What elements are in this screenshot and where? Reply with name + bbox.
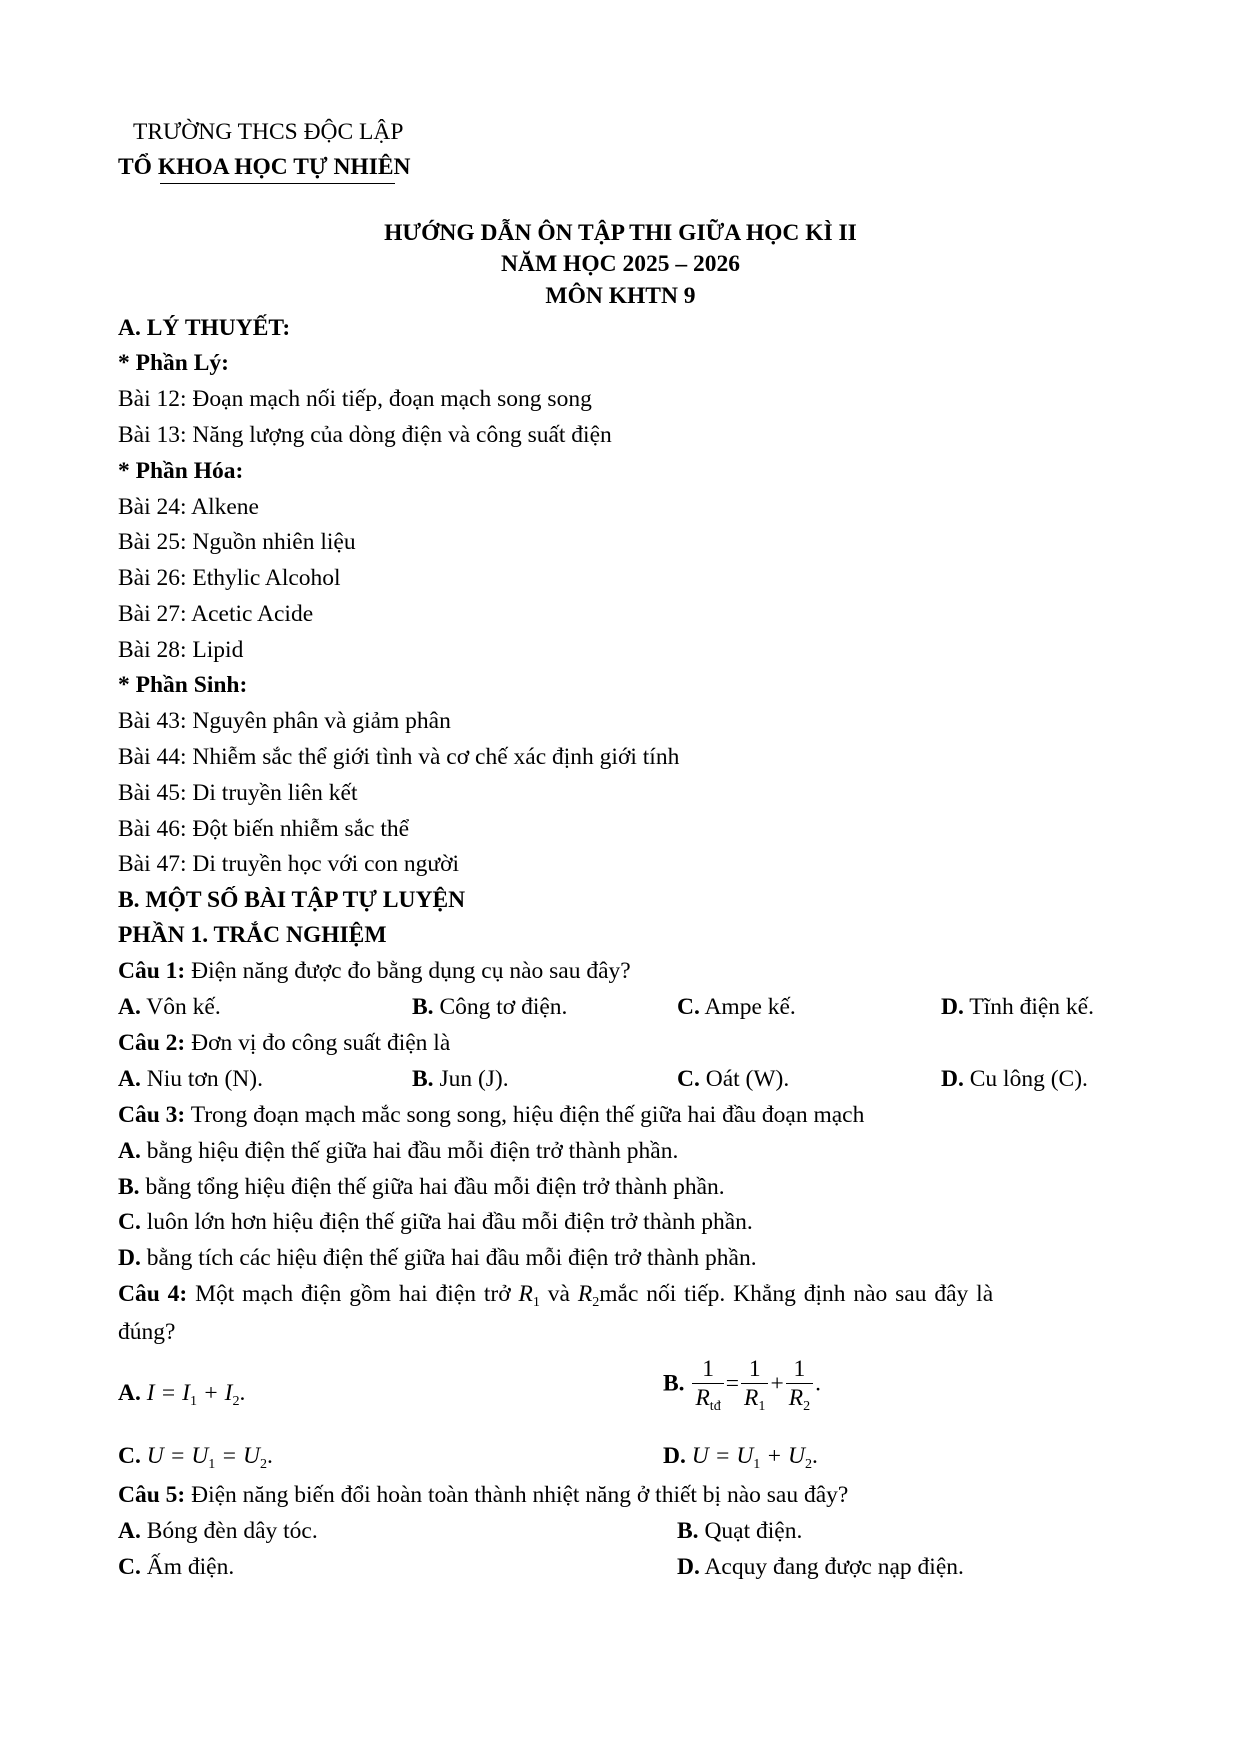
option-label: A. (118, 994, 141, 1020)
option-label: D. (941, 994, 964, 1020)
list-item: Bài 27: Acetic Acide (118, 601, 314, 627)
option-text: Niu tơn (N). (140, 1066, 263, 1092)
list-item: Bài 47: Di truyền học với con người (118, 851, 460, 877)
option-text: Tĩnh điện kế. (963, 994, 1094, 1020)
list-item: Bài 43: Nguyên phân và giảm phân (118, 708, 451, 734)
question-text: đúng? (118, 1319, 176, 1345)
option-label: A. (118, 1518, 141, 1544)
section-b-heading: B. MỘT SỐ BÀI TẬP TỰ LUYỆN (118, 887, 466, 913)
option-text: Acquy đang được nạp điện. (699, 1554, 964, 1580)
option-text: luôn lớn hơn hiệu điện thế giữa hai đầu mỗi điện trở thành phần. (140, 1209, 753, 1235)
question-2 (118, 1032, 450, 1056)
question-label: Câu 5: (118, 1482, 186, 1508)
option-d (941, 1068, 1088, 1092)
option-text: Công tơ điện. (433, 994, 568, 1020)
option-text: Quạt điện. (698, 1518, 803, 1544)
option-d (118, 1247, 757, 1271)
option-label: C. (118, 1554, 141, 1580)
option-text: Jun (J). (433, 1066, 509, 1092)
formula-b-lhs: $\frac{1}{R_{tđ}}$ (692, 1356, 723, 1412)
school-year: NĂM HỌC 2025 – 2026 (501, 251, 740, 277)
option-text: Ampe kế. (699, 994, 796, 1020)
option-a (118, 996, 221, 1020)
option-a (118, 1140, 678, 1164)
option-d (677, 1556, 964, 1580)
question-label: Câu 3: (118, 1102, 186, 1128)
formula-b-term1: $\frac{1}{R_1}$ (741, 1356, 768, 1412)
formula-d: $U = U_1 + U_2$. (691, 1443, 818, 1472)
option-label: B. (412, 994, 434, 1020)
option-label: B. (677, 1518, 699, 1544)
list-item: Bài 24: Alkene (118, 494, 259, 520)
option-text: Ấm điện. (140, 1554, 235, 1580)
list-item: Bài 45: Di truyền liên kết (118, 780, 358, 806)
question-1 (118, 960, 631, 984)
formula-b-term2: $\frac{1}{R_2}$ (786, 1356, 813, 1412)
option-a (118, 1380, 246, 1409)
list-item: Bài 25: Nguồn nhiên liệu (118, 529, 356, 555)
option-b (118, 1176, 725, 1200)
option-label: C. (118, 1443, 141, 1469)
question-4 (118, 1281, 994, 1310)
resistor-r1: $R_1$ (518, 1281, 540, 1310)
option-label: C. (677, 1066, 700, 1092)
option-label: D. (663, 1443, 686, 1469)
option-text: bằng tích các hiệu điện thế giữa hai đầu mỗi điện trở thành phần. (140, 1245, 757, 1271)
option-c (118, 1211, 753, 1235)
part1-heading: PHẦN 1. TRẮC NGHIỆM (118, 922, 387, 948)
option-label: B. (412, 1066, 434, 1092)
option-label: A. (118, 1138, 141, 1164)
question-text: Một mạch điện gồm hai điện trở (187, 1281, 519, 1307)
option-label: B. (118, 1174, 140, 1200)
question-text: Trong đoạn mạch mắc song song, hiệu điện thế giữa hai đầu đoạn mạch (185, 1102, 865, 1128)
question-label: Câu 1: (118, 958, 186, 984)
question-text: Đơn vị đo công suất điện là (185, 1030, 451, 1056)
option-label: D. (941, 1066, 964, 1092)
question-label: Câu 4: (118, 1281, 188, 1307)
option-label: B. (663, 1370, 685, 1397)
hoa-heading: * Phần Hóa: (118, 458, 244, 484)
formula-c: $U = U_1 = U_2$. (146, 1443, 273, 1472)
question-3 (118, 1104, 864, 1128)
option-text: bằng hiệu điện thế giữa hai đầu mỗi điện trở thành phần. (140, 1138, 679, 1164)
question-text: Điện năng được đo bằng dụng cụ nào sau đây? (185, 958, 631, 984)
option-b (412, 996, 567, 1020)
option-label: A. (118, 1066, 141, 1092)
option-label: C. (677, 994, 700, 1020)
option-b (677, 1520, 802, 1544)
sinh-heading: * Phần Sinh: (118, 672, 248, 698)
list-item: Bài 44: Nhiễm sắc thể giới tình và cơ chế xác định giới tính (118, 744, 680, 770)
option-text: Vôn kế. (140, 994, 221, 1020)
option-b (412, 1068, 509, 1092)
option-c (677, 996, 796, 1020)
option-c (118, 1556, 234, 1580)
list-item: Bài 28: Lipid (118, 637, 244, 663)
option-a (118, 1520, 318, 1544)
section-a-heading: A. LÝ THUYẾT: (118, 315, 291, 341)
resistor-r2: $R_2$ (577, 1281, 600, 1310)
question-text: Điện năng biến đổi hoàn toàn thành nhiệt năng ở thiết bị nào sau đây? (185, 1482, 849, 1508)
option-label: D. (118, 1245, 141, 1271)
option-c (118, 1443, 273, 1472)
subject: MÔN KHTN 9 (545, 283, 696, 309)
school-name: TRƯỜNG THCS ĐỘC LẬP (133, 119, 404, 145)
list-item: Bài 46: Đột biến nhiễm sắc thể (118, 816, 410, 842)
option-label: A. (118, 1380, 141, 1406)
option-text: bằng tổng hiệu điện thế giữa hai đầu mỗi điện trở thành phần. (139, 1174, 725, 1200)
question-5 (118, 1484, 848, 1508)
list-item: Bài 13: Năng lượng của dòng điện và công suất điện (118, 422, 612, 448)
header-underline (160, 183, 395, 184)
question-label: Câu 2: (118, 1030, 186, 1056)
question-text: mắc nối tiếp. Khẳng định nào sau đây là (599, 1281, 994, 1307)
option-a (118, 1068, 263, 1092)
list-item: Bài 12: Đoạn mạch nối tiếp, đoạn mạch song song (118, 386, 592, 412)
option-text: Oát (W). (699, 1066, 790, 1092)
ly-heading: * Phần Lý: (118, 350, 229, 376)
option-c (677, 1068, 789, 1092)
option-text: Bóng đèn dây tóc. (140, 1518, 318, 1544)
option-text: Cu lông (C). (963, 1066, 1088, 1092)
department-name: TỔ KHOA HỌC TỰ NHIÊN (118, 154, 411, 180)
question-text: và (539, 1281, 578, 1307)
option-d (941, 996, 1094, 1020)
option-label: C. (118, 1209, 141, 1235)
option-b: B. $\frac{1}{R_{tđ}}$ = $\frac{1}{R_1}$ + $\frac{1}{R_2}$ . (663, 1356, 821, 1414)
formula-a: $I = I_1 + I_2$. (146, 1380, 246, 1409)
list-item: Bài 26: Ethylic Alcohol (118, 565, 341, 591)
option-d (663, 1443, 818, 1472)
doc-title: HƯỚNG DẪN ÔN TẬP THI GIỮA HỌC KÌ II (384, 220, 857, 246)
option-label: D. (677, 1554, 700, 1580)
